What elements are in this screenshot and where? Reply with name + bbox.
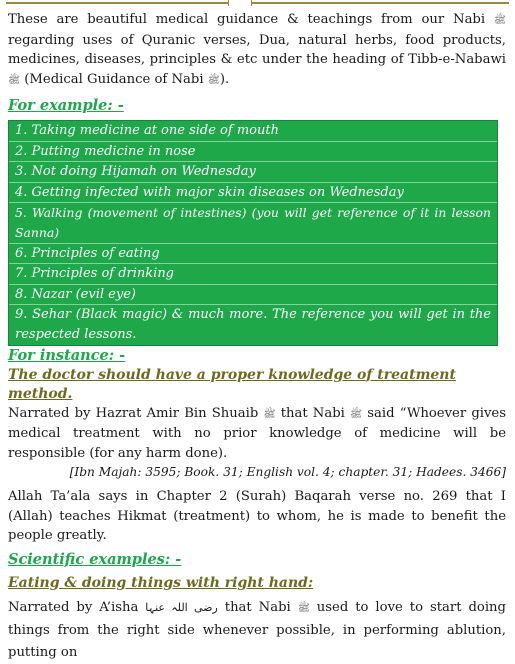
example-item: 5. Walking (movement of intestines) (you will get reference of it in lesson Sanna) [9, 203, 497, 243]
allah-paragraph: Allah Ta’ala says in Chapter 2 (Surah) Baqarah verse no. 269 that I (Allah) teaches Hikmat (treatment) to whom, he is made to benefit the people greatly. [8, 489, 506, 544]
doctor-heading: The doctor should have a proper knowledge of treatment method. [8, 366, 456, 402]
for-example-heading: For example: - [8, 97, 124, 114]
pbuh-mark: ﷺ [493, 15, 506, 26]
narration-paragraph-2: Narrated by A’isha رضی اللہ عنہا that Nabi ﷺ used to love to start doing things from the right side whenever possible, in performing ablution, putting on [8, 599, 506, 660]
example-item: 1. Taking medicine at one side of mouth [9, 121, 497, 142]
for-instance-heading: For instance: - [8, 346, 126, 364]
scientific-heading: Scientific examples: - [8, 550, 182, 568]
examples-box [8, 120, 498, 346]
example-item: 2. Putting medicine in nose [9, 142, 497, 163]
pbuh-mark: ﷺ [297, 602, 310, 614]
example-item: 7. Principles of drinking [9, 264, 497, 285]
intro-paragraph: These are beautiful medical guidance & teachings from our Nabi ﷺ regarding uses of Quranic verses, Dua, natural herbs, food products, medicines, diseases, principles & etc under the heading of Tibb-e-Nabawi ﷺ (Medical Guidance of Nabi ﷺ). [8, 12, 506, 87]
pbuh-mark: ﷺ [207, 74, 220, 86]
pbuh-mark: ﷺ [8, 74, 21, 86]
example-item: 8. Nazar (evil eye) [9, 285, 497, 306]
example-item: 6. Principles of eating [9, 244, 497, 265]
document-page [8, 10, 506, 664]
top-border-tab [228, 0, 252, 6]
arabic-honorific: رضی اللہ عنہا [145, 600, 218, 614]
narration-paragraph-1: Narrated by Hazrat Amir Bin Shuaib ﷺ that Nabi ﷺ said “Whoever gives medical treatment with no prior knowledge of medicine will be responsible (for any harm done). [8, 405, 506, 461]
example-item: 9. Sehar (Black magic) & much more. The reference you will get in the respected lessons. [15, 307, 491, 342]
example-item: 3. Not doing Hijamah on Wednesday [9, 162, 497, 183]
top-border-rule [6, 2, 509, 4]
example-item: 4. Getting infected with major skin diseases on Wednesday [9, 183, 497, 204]
hadith-reference: [Ibn Majah: 3595; Book. 31; English vol. 4; chapter. 31; Hadees. 3466] [69, 465, 506, 480]
pbuh-mark: ﷺ [350, 408, 363, 420]
ra-mark: ﷺ [263, 408, 276, 420]
right-hand-heading: Eating & doing things with right hand: [8, 574, 314, 591]
